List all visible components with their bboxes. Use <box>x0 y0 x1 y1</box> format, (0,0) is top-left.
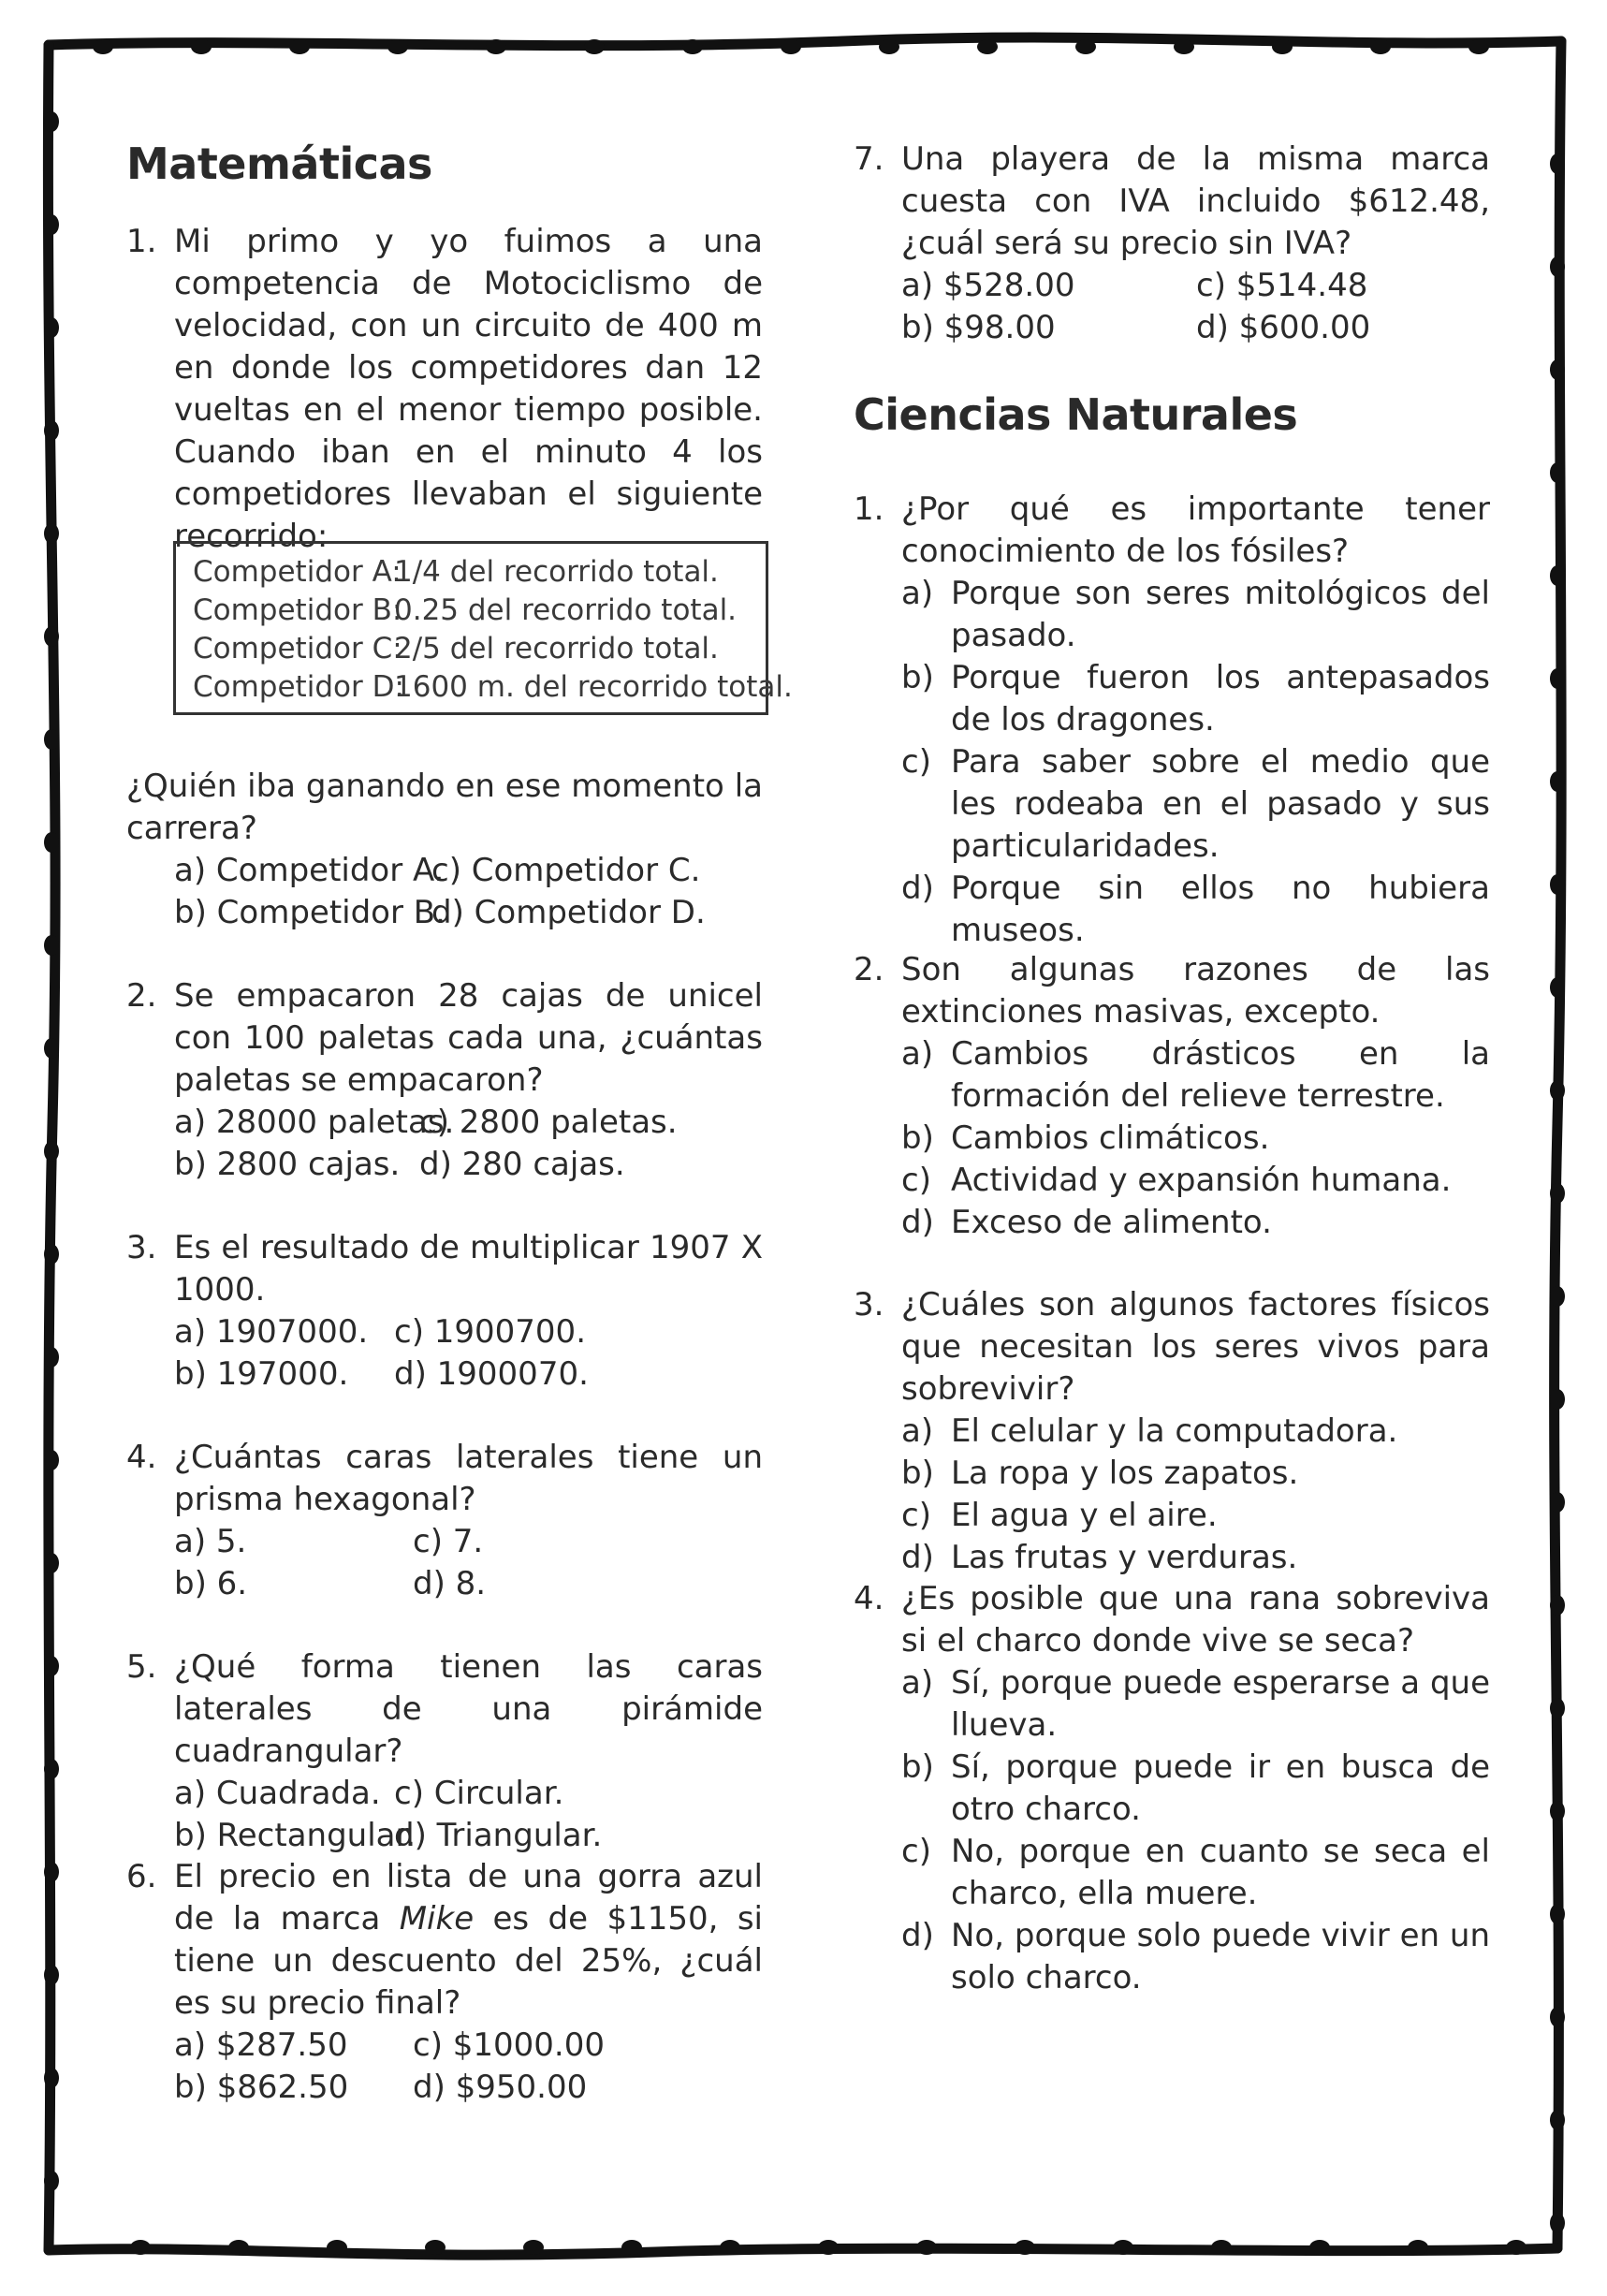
option-c[interactable]: c) No, porque en cuanto se seca el charco, ella muere. <box>901 1833 1490 1912</box>
math-question-4 <box>126 1437 763 1605</box>
science-question-2 <box>854 949 1490 1244</box>
option-a[interactable]: a) Cambios drásticos en la formación del relieve terrestre. <box>901 1035 1490 1115</box>
option-d[interactable]: d) $600.00 <box>1196 309 1371 346</box>
question-number: 2. <box>854 951 884 988</box>
question-number: 4. <box>126 1439 157 1476</box>
option-c[interactable]: c) Actividad y expansión humana. <box>901 1162 1452 1199</box>
option-b[interactable]: b) Cambios climáticos. <box>901 1119 1270 1157</box>
science-question-1 <box>854 489 1490 952</box>
question-text: ¿Cuántas caras laterales tiene un prisma hexagonal? <box>174 1439 763 1518</box>
option-b[interactable]: b) Rectangular. <box>174 1817 416 1854</box>
option-c[interactable]: c) $514.48 <box>1196 267 1368 304</box>
science-question-4 <box>854 1578 1490 1999</box>
option-b[interactable]: b) $98.00 <box>901 309 1056 346</box>
question-text: ¿Por qué es importante tener conocimiento de los fósiles? <box>901 490 1490 570</box>
option-a[interactable]: a) Sí, porque puede esperarse a que llueva. <box>901 1664 1490 1744</box>
option-c[interactable]: c) Para saber sobre el medio que les rodeaba en el pasado y sus particularidades. <box>901 743 1490 865</box>
option-b[interactable]: b) Sí, porque puede ir en busca de otro charco. <box>901 1748 1490 1828</box>
math-question-5 <box>126 1646 763 1857</box>
option-a[interactable]: a) Porque son seres mitológicos del pasado. <box>901 575 1490 654</box>
option-c[interactable]: c) 2800 paletas. <box>419 1104 678 1141</box>
question-number: 6. <box>126 1858 157 1895</box>
option-d[interactable]: d) Triangular. <box>394 1817 603 1854</box>
option-a[interactable]: a) El celular y la computadora. <box>901 1412 1398 1450</box>
question-text: El precio en lista de una gorra azul de la marca Mike es de $1150, si tiene un descuento del 25%, ¿cuál es su precio final? <box>174 1858 763 2022</box>
option-b[interactable]: b) 2800 cajas. <box>174 1146 401 1183</box>
math-question-1-options <box>126 850 763 934</box>
science-question-3 <box>854 1284 1490 1579</box>
option-c[interactable]: c) Circular. <box>394 1775 564 1812</box>
option-b[interactable]: b) 6. <box>174 1565 248 1602</box>
option-d[interactable]: d) Competidor D. <box>431 894 706 931</box>
question-text: Mi primo y yo fuimos a una competencia de Motociclismo de velocidad, con un circuito de 400 m en donde los competidores dan 12 vueltas en el menor tiempo posible. Cuando iban en el minuto 4 los competidores llevaban el siguiente recorrido: <box>174 223 763 555</box>
option-d[interactable]: d) 1900070. <box>394 1355 589 1393</box>
question-text: ¿Es posible que una rana sobreviva si el charco donde vive se seca? <box>901 1580 1490 1660</box>
math-section-title: Matemáticas <box>126 139 432 189</box>
option-b[interactable]: b) Porque fueron los antepasados de los dragones. <box>901 659 1490 739</box>
question-number: 3. <box>126 1229 157 1266</box>
question-number: 2. <box>126 977 157 1015</box>
option-c[interactable]: c) Competidor C. <box>431 852 701 889</box>
question-number: 1. <box>854 490 884 528</box>
question-1-followup: ¿Quién iba ganando en ese momento la carrera? <box>126 768 763 847</box>
question-text: Es el resultado de multiplicar 1907 X 1000. <box>174 1229 763 1309</box>
option-d[interactable]: d) Porque sin ellos no hubiera museos. <box>901 870 1490 949</box>
option-c[interactable]: c) $1000.00 <box>413 2026 605 2064</box>
competitor-row: Competidor A:1/4 del recorrido total. <box>193 555 719 589</box>
option-a[interactable]: a) 1907000. <box>174 1313 369 1351</box>
competitor-row: Competidor D:1600 m. del recorrido total. <box>193 670 793 704</box>
question-number: 5. <box>126 1648 157 1686</box>
question-text: Se empacaron 28 cajas de unicel con 100 paletas cada una, ¿cuántas paletas se empacaron? <box>174 977 763 1099</box>
option-a[interactable]: a) $528.00 <box>901 267 1075 304</box>
option-b[interactable]: b) Competidor B. <box>174 894 446 931</box>
option-a[interactable]: a) $287.50 <box>174 2026 348 2064</box>
option-d[interactable]: d) 8. <box>413 1565 487 1602</box>
question-text: Son algunas razones de las extinciones masivas, excepto. <box>901 951 1490 1031</box>
option-c[interactable]: c) 1900700. <box>394 1313 586 1351</box>
question-text: Una playera de la misma marca cuesta con IVA incluido $612.48, ¿cuál será su precio sin IVA? <box>901 140 1490 262</box>
option-b[interactable]: b) La ropa y los zapatos. <box>901 1455 1299 1492</box>
option-b[interactable]: b) $862.50 <box>174 2069 349 2106</box>
question-text: ¿Qué forma tienen las caras laterales de una pirámide cuadrangular? <box>174 1648 763 1770</box>
question-text: ¿Cuáles son algunos factores físicos que necesitan los seres vivos para sobrevivir? <box>901 1286 1490 1408</box>
science-section-title: Ciencias Naturales <box>854 389 1298 440</box>
question-number: 4. <box>854 1580 884 1617</box>
competitors-box <box>173 541 793 715</box>
option-d[interactable]: d) Exceso de alimento. <box>901 1204 1272 1241</box>
question-number: 3. <box>854 1286 884 1323</box>
option-d[interactable]: d) 280 cajas. <box>419 1146 625 1183</box>
option-b[interactable]: b) 197000. <box>174 1355 349 1393</box>
option-d[interactable]: d) No, porque solo puede vivir en un solo charco. <box>901 1917 1490 1996</box>
option-a[interactable]: a) 5. <box>174 1523 247 1560</box>
option-c[interactable]: c) 7. <box>413 1523 484 1560</box>
question-number: 1. <box>126 223 157 260</box>
math-question-6 <box>126 1856 763 2109</box>
competitor-row: Competidor B:0.25 del recorrido total. <box>193 593 738 627</box>
question-number: 7. <box>854 140 884 178</box>
brand-name: Mike <box>399 1900 475 1938</box>
option-d[interactable]: d) Las frutas y verduras. <box>901 1539 1298 1576</box>
option-a[interactable]: a) 28000 paletas. <box>174 1104 455 1141</box>
math-question-7 <box>854 139 1490 349</box>
math-question-3 <box>126 1227 763 1396</box>
option-c[interactable]: c) El agua y el aire. <box>901 1497 1218 1534</box>
option-a[interactable]: a) Cuadrada. <box>174 1775 381 1812</box>
competitor-row: Competidor C:2/5 del recorrido total. <box>193 632 719 665</box>
math-question-1 <box>126 221 763 558</box>
math-question-2 <box>126 975 763 1186</box>
option-d[interactable]: d) $950.00 <box>413 2069 588 2106</box>
option-a[interactable]: a) Competidor A. <box>174 852 445 889</box>
